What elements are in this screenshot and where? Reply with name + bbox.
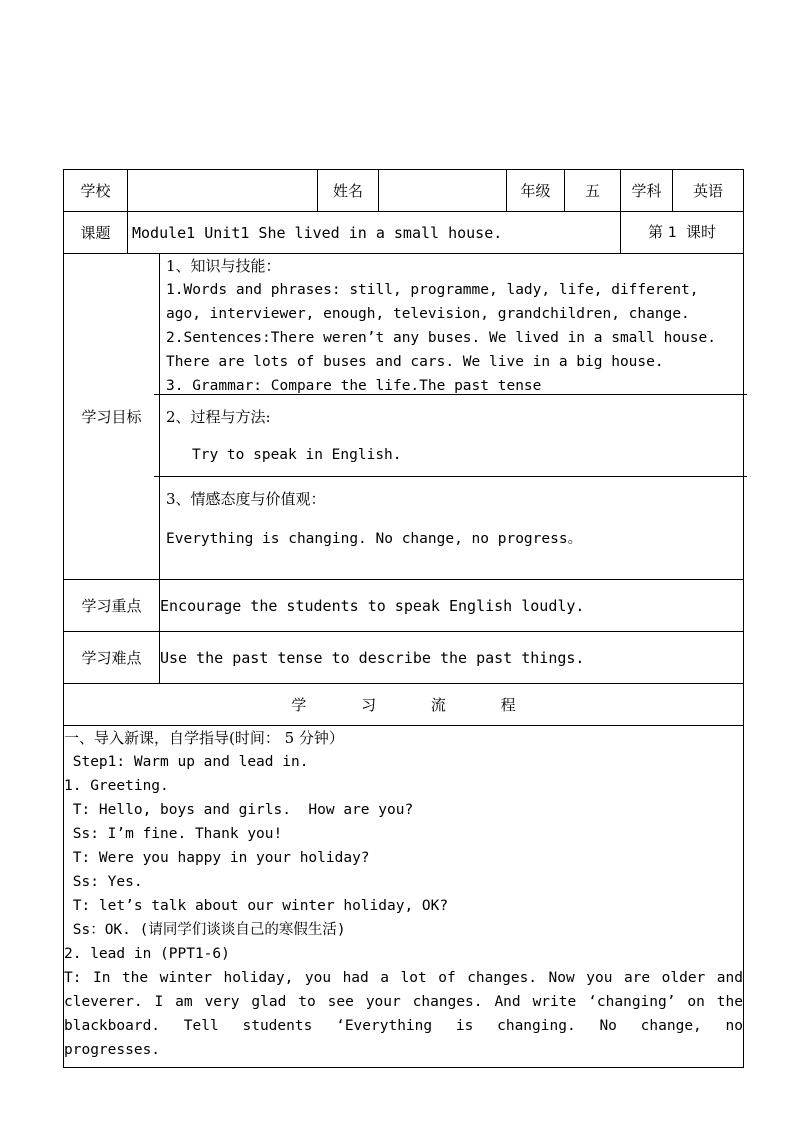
- knowledge-title: 1、知识与技能：: [166, 257, 281, 275]
- flow-title-char: 习: [361, 695, 377, 714]
- section-divider: [154, 476, 747, 477]
- flow-title-char: 流: [430, 695, 446, 714]
- name-value: [379, 170, 507, 212]
- process-title: 2、过程与方法:: [166, 408, 271, 426]
- subject-label: 学科: [621, 170, 673, 212]
- key-point-row: [64, 580, 744, 632]
- lesson-line: 2. lead in (PPT1-6): [64, 946, 230, 962]
- process-text: Try to speak in English.: [192, 447, 402, 463]
- difficult-point-label: 学习难点: [64, 632, 160, 684]
- flow-title-row: [64, 684, 744, 726]
- key-point-label: 学习重点: [64, 580, 160, 632]
- emotion-text: Everything is changing. No change, no progress。: [166, 531, 583, 547]
- emotion-section: [160, 487, 743, 551]
- lesson-plan-table: [63, 169, 744, 1068]
- emotion-title: 3、情感态度与价值观：: [166, 490, 326, 508]
- name-label: 姓名: [318, 170, 379, 212]
- paragraph-line: T: In the winter holiday, you had a lot of changes. Now you are older and: [64, 970, 743, 986]
- topic-value: Module1 Unit1 She lived in a small house.: [128, 212, 621, 254]
- key-point-value: Encourage the students to speak English loudly.: [160, 580, 744, 632]
- subject-value: 英语: [673, 170, 744, 212]
- topic-label: 课题: [64, 212, 128, 254]
- header-row: [64, 170, 744, 212]
- knowledge-line: ago, interviewer, enough, television, grandchildren, change.: [166, 306, 690, 322]
- school-label: 学校: [64, 170, 128, 212]
- lesson-line: Step1: Warm up and lead in.: [64, 754, 309, 770]
- flow-title-char: 程: [500, 695, 516, 714]
- lesson-line: 1. Greeting.: [64, 778, 169, 794]
- paragraph-line: cleverer. I am very glad to see your changes. And write ‘changing’ on the: [64, 994, 743, 1010]
- lesson-line: T: Were you happy in your holiday?: [64, 850, 370, 866]
- lesson-procedure: [64, 726, 744, 1068]
- knowledge-line: 1.Words and phrases: still, programme, lady, life, different,: [166, 282, 699, 298]
- paragraph-line: blackboard. Tell students ‘Everything is changing. No change, no: [64, 1018, 743, 1034]
- lesson-period: [621, 212, 744, 254]
- grade-label: 年级: [507, 170, 565, 212]
- lesson-procedure-row: [64, 726, 744, 1068]
- section-title: 一、导入新课，自学指导(时间： 5 分钟）: [64, 729, 344, 747]
- lesson-line: Ss：OK. (请同学们谈谈自己的寒假生活): [64, 922, 346, 938]
- flow-title-char: 学: [291, 695, 307, 714]
- lesson-line: Ss: I’m fine. Thank you!: [64, 826, 283, 842]
- knowledge-line: 2.Sentences:There weren’t any buses. We lived in a small house.: [166, 330, 716, 346]
- knowledge-section: [160, 254, 743, 394]
- objectives-row: [64, 254, 744, 580]
- lesson-line: Ss: Yes.: [64, 874, 143, 890]
- objectives-content: [160, 254, 744, 580]
- period-suffix: 课时: [686, 223, 717, 241]
- knowledge-line: There are lots of buses and cars. We live in a big house.: [166, 354, 664, 370]
- lesson-line: T: Hello, boys and girls. How are you?: [64, 802, 414, 818]
- period-number: 1: [667, 225, 677, 241]
- process-section: [160, 405, 743, 476]
- school-value: [128, 170, 318, 212]
- period-prefix: 第: [647, 223, 663, 241]
- knowledge-line: 3. Grammar: Compare the life.The past tense: [166, 378, 542, 394]
- lesson-line: T: let’s talk about our winter holiday, OK?: [64, 898, 449, 914]
- topic-row: [64, 212, 744, 254]
- objectives-label: 学习目标: [64, 254, 160, 580]
- difficult-point-value: Use the past tense to describe the past things.: [160, 632, 744, 684]
- paragraph-last-line: progresses.: [64, 1042, 161, 1058]
- flow-title: [64, 684, 744, 726]
- difficult-point-row: [64, 632, 744, 684]
- grade-value: 五: [565, 170, 621, 212]
